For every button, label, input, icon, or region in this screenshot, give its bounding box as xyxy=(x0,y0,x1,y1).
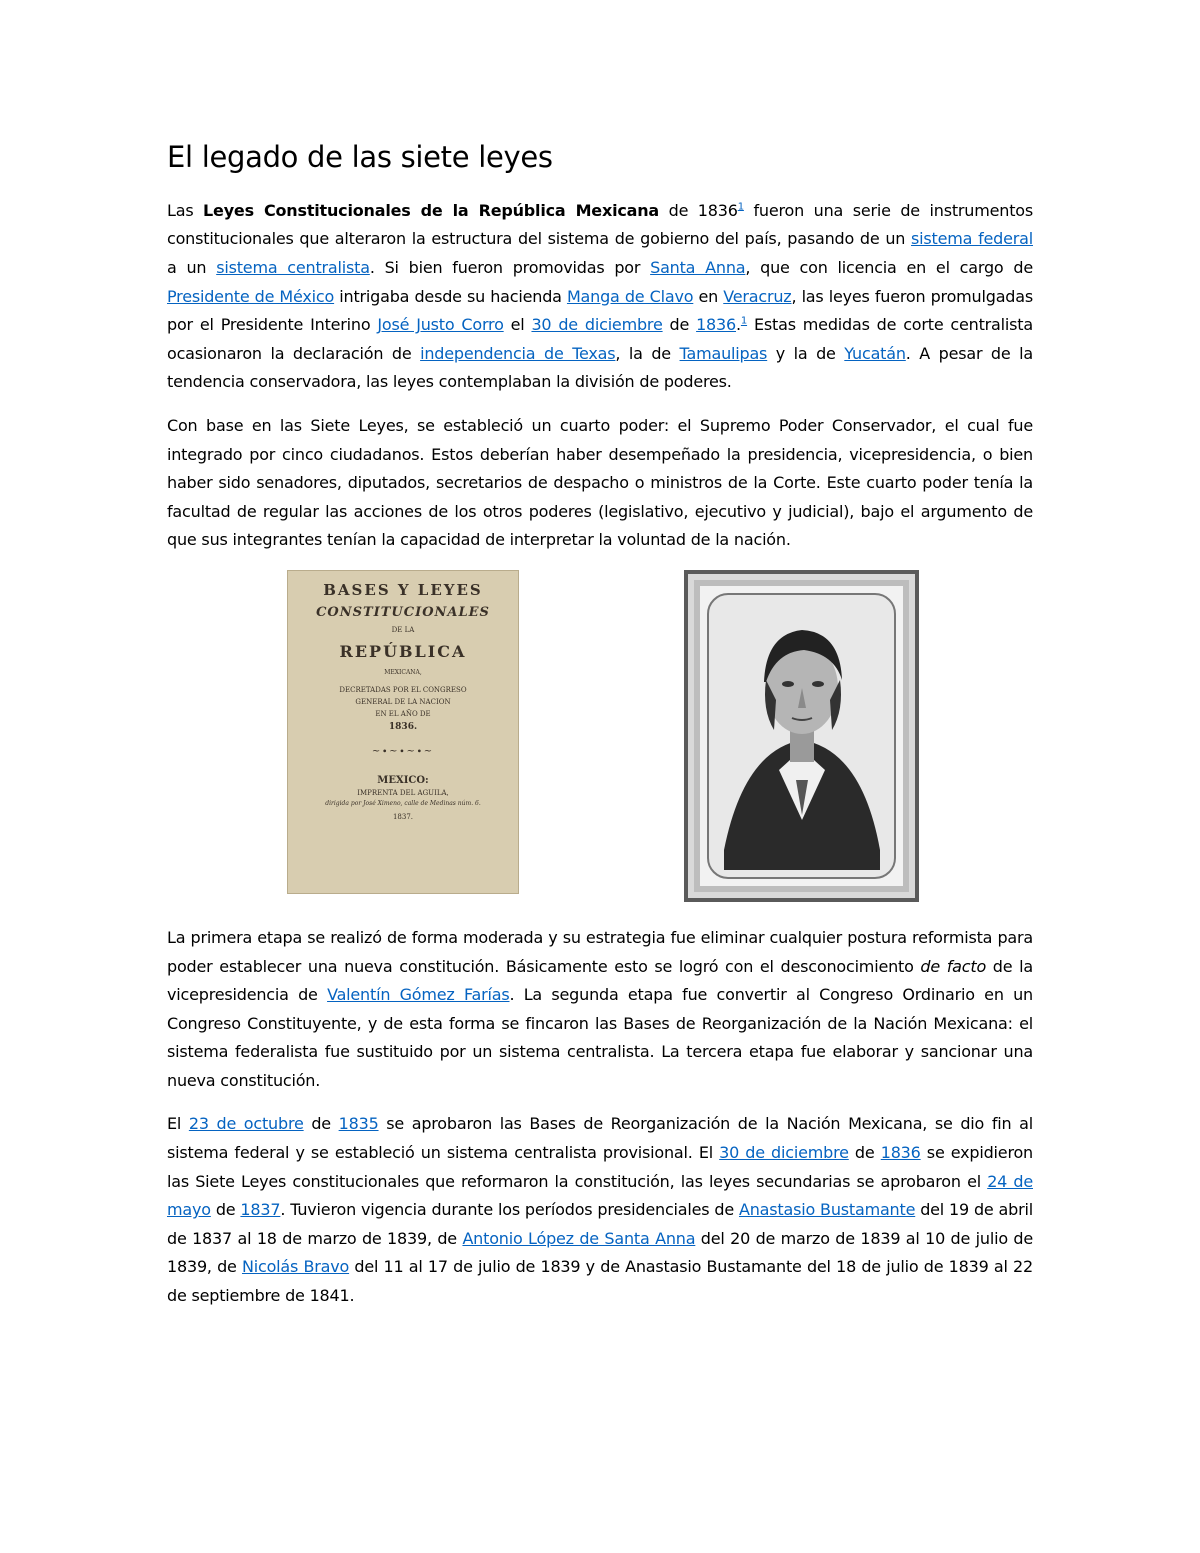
link-presidente-mexico[interactable]: Presidente de México xyxy=(167,286,335,306)
link-sistema-federal[interactable]: sistema federal xyxy=(911,229,1033,249)
link-30-de-diciembre[interactable]: 30 de diciembre xyxy=(531,315,663,335)
link-1836[interactable]: 1836 xyxy=(880,1143,921,1163)
footnote-link[interactable]: 1 xyxy=(737,201,744,213)
paragraph-4: El 23 de octubre de 1835 se aprobaron las Bases de Reorganización de la Nación Mexicana, se dio fin al sistema federal y se estableció un sistema centralista provisional. El 30 de diciembre de 1836 se expidieron las Siete Leyes constitucionales que reformaron la constitución, las leyes secundarias se aprobaron el 24 de mayo de 1837. Tuvieron vigencia durante los períodos presidenciales de Anastasio Bustamante del 19 de abril de 1837 al 18 de marzo de 1839, de Antonio López de Santa Anna del 20 de marzo de 1839 al 10 de julio de 1839, de Nicolás Bravo del 11 al 17 de julio de 1839 y de Anastasio Bustamante del 18 de julio de 1839 al 22 de septiembre de 1841. xyxy=(167,1114,1033,1306)
footnote-link[interactable]: 1 xyxy=(740,315,748,327)
portrait-image xyxy=(684,570,919,902)
link-1837[interactable]: 1837 xyxy=(240,1200,281,1220)
link-nicolas-bravo[interactable]: Nicolás Bravo xyxy=(241,1257,350,1277)
link-jose-justo-corro[interactable]: José Justo Corro xyxy=(377,315,504,335)
bold-term: Leyes Constitucionales de la República Mexicana xyxy=(203,200,660,220)
link-valentin-gomez-farias[interactable]: Valentín Gómez Farías xyxy=(327,985,510,1005)
link-1835[interactable]: 1835 xyxy=(338,1114,379,1134)
link-anastasio-bustamante[interactable]: Anastasio Bustamante xyxy=(738,1200,916,1220)
document-body xyxy=(167,140,1033,1326)
document-title: El legado de las siete leyes xyxy=(167,140,553,174)
italic-term: de facto xyxy=(920,956,987,976)
link-1836[interactable]: 1836 xyxy=(696,315,736,335)
link-24-de-mayo[interactable]: 24 de mayo xyxy=(167,1171,1033,1220)
ornament-divider: ~∙~∙~∙~ xyxy=(371,745,435,757)
link-sistema-centralista[interactable]: sistema centralista xyxy=(216,257,370,277)
link-independencia-texas[interactable]: independencia de Texas xyxy=(420,343,616,363)
link-antonio-lopez-de-santa-anna[interactable]: Antonio López de Santa Anna xyxy=(462,1228,696,1248)
paragraph-2: Con base en las Siete Leyes, se estableció un cuarto poder: el Supremo Poder Conservador, el cual fue integrado por cinco ciudadanos. Estos deberían haber desempeñado la presidencia, vicepresidencia, o bien haber sido senadores, diputados, secretarios de despacho o ministros de la Corte. Este cuarto poder tenía la facultad de regular las acciones de los otros poderes (legislativo, ejecutivo y judicial), bajo el argumento de que sus integrantes tenían la capacidad de interpretar la voluntad de la nación. xyxy=(167,415,1033,550)
link-30-de-diciembre[interactable]: 30 de diciembre xyxy=(719,1143,849,1163)
link-santa-anna[interactable]: Santa Anna xyxy=(650,257,746,277)
link-manga-de-clavo[interactable]: Manga de Clavo xyxy=(566,286,694,306)
link-yucatan[interactable]: Yucatán xyxy=(844,343,906,363)
book-cover-image: BASES Y LEYES CONSTITUCIONALES DE LA REPÚBLICA MEXICANA, DECRETADAS POR EL CONGRESO GENERAL DE LA NACION EN EL AÑO DE 1836. ~∙~∙~∙~ MEXICO: IMPRENTA DEL AGUILA, dirigida por José Ximeno, calle de Medinas núm. 6. 1837. xyxy=(287,570,519,894)
link-tamaulipas[interactable]: Tamaulipas xyxy=(679,343,768,363)
link-veracruz[interactable]: Veracruz xyxy=(723,286,792,306)
image-row xyxy=(167,570,1033,908)
paragraph-1: Las Leyes Constitucionales de la República Mexicana de 1836$^1$ fueron una serie de instrumentos constitucionales que alteraron la estructura del sistema de gobierno del país, pasando de un sistema federal a un sistema centralista. Si bien fueron promovidas por Santa Anna, que con licencia en el cargo de Presidente de México intrigaba desde su hacienda Manga de Clavo en Veracruz, las leyes fueron promulgadas por el Presidente Interino José Justo Corro el 30 de diciembre de 1836.$^1$ Estas medidas de corte centralista ocasionaron la declaración de independencia de Texas, la de Tamaulipas y la de Yucatán. A pesar de la tendencia conservadora, las leyes contemplaban la división de poderes. xyxy=(167,200,1034,392)
paragraph-3: La primera etapa se realizó de forma moderada y su estrategia fue eliminar cualquier postura reformista para poder establecer una nueva constitución. Básicamente esto se logró con el desconocimiento de facto de la vicepresidencia de Valentín Gómez Farías. La segunda etapa fue convertir al Congreso Ordinario en un Congreso Constituyente, y de esta forma se fincaron las Bases de Reorganización de la Nación Mexicana: el sistema federalista fue sustituido por un sistema centralista. La tercera etapa fue elaborar y sancionar una nueva constitución. xyxy=(167,927,1033,1090)
link-23-de-octubre[interactable]: 23 de octubre xyxy=(188,1114,304,1134)
